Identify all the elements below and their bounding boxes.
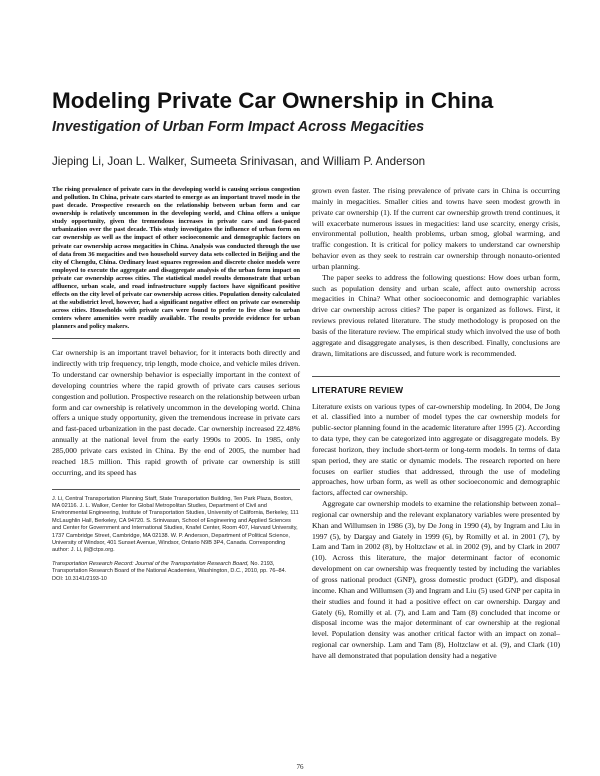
left-column: [52, 186, 300, 583]
intro-continued-paragraph: grown even faster. The rising prevalence of private cars in China is occurring mainly in megacities. Smaller cities and towns have seen modest growth in private car ownership (1). If the current car ownership growth trend continues, it will exacerbate numerous issues in megacities: land use scarcity, energy crisis, environmental pollution, health problems, urban smog, global warming, and traffic congestion. It is critical for policy makers to understand car ownership behavior even as they seek to restrain car ownership through nonauto-oriented urban planning.: [312, 186, 560, 271]
right-column: [312, 186, 560, 662]
doi: DOI: 10.3141/2193-10: [52, 575, 107, 582]
author-list: Jieping Li, Joan L. Walker, Sumeeta Srinivasan, and William P. Anderson: [52, 155, 426, 168]
author-affiliations: J. Li, Central Transportation Planning Staff, State Transportation Building, Ten Park Plaza, Boston, MA 02116. J. L. Walker, Center for Global Metropolitan Studies, Department of Civil and Environmental Engineering, Institute of Transportation Studies, University of California, Berkeley, 111 McLaughlin Hall, Berkeley, CA 94720. S. Srinivasan, School of Engineering and Applied Sciences and Center for Government and International Studies, Knafel Center, Room 407, Harvard University, 1737 Cambridge Street, Cambridge, MA 02138. W. P. Anderson, Department of Political Science, University of Windsor, 401 Sunset Avenue, Windsor, Ontario N9B 3P4, Canada. Corresponding author: J. Li, jli@ctps.org.: [52, 495, 299, 554]
journal-name: Transportation Research Record: Journal of the Transportation Research Board,: [52, 560, 249, 567]
abstract: The rising prevalence of private cars in the developing world is causing serious congestion and pollution. In China, private cars started to emerge as an important travel mode in the past decade. Prospective research on the relationship between urban form and car ownership is relatively uncommon in the developing world, and China offers a unique study opportunity, given the tremendous increases in private cars and fast-paced urbanization over the past decade. This study investigates the influence of urban form on car ownership as well as the impact of other socioeconomic and demographic factors on private car ownership across megacities in China. Analysis was conducted through the use of data from 36 megacities and two household survey data sets collected in Beijing and the city of Chengdu, China. Ordinary least squares regression and discrete choice models were employed to execute the aggregate and disaggregate analysis of the urban form impact on private car ownership across cities. The statistical model results demonstrate that urban affluence, urban scale, and road infrastructure supply factors have significant positive effects on the city level of private car ownership across cities. Population density calculated at the subdistrict level, however, had a significant negative effect on private car ownership across cities. Households with private cars were found to prefer to live close to urban centers where amenities were readily available. The results provide evidence for urban planners and policy makers.: [52, 186, 300, 331]
section-heading-literature-review: LITERATURE REVIEW: [312, 384, 404, 395]
page-number: 76: [296, 763, 304, 771]
literature-paragraph-2: Aggregate car ownership models to examine the relationship between zonal–regional car ownership and the relevant explanatory variables were presented by Khan and Willumsen in 1986 (3), by De Jong in 1990 (4), by Ingram and Liu in 1997 (5), by Dargay and Gately in 1999 (6), by Romilly et al. in 2001 (7), by Lam and Tam in 2002 (8), by Holtzclaw et al. in 2002 (9), and by Clark in 2007 (10). Across this literature, the major determinant factor of economic development on car ownership was frequently tested by including the variables of gross national product (GNP), gross domestic product (GDP), and disposal income. Khan and Willumsen (3) and Ingram and Liu (5) used GNP per capita in their studies and found it had a positive effect on car ownership. Dargay and Gately (6), Romilly et al. (7), and Lam and Tam (8) concluded that income or disposal income was the major determinant of car ownership at the regional level. Population density was another critical factor with an impact on zonal–regional car ownership. Lam and Tam (8), Holtzclaw et al. (9), and Clark (10) have all demonstrated that population density had a negative: [312, 499, 560, 660]
paper-subtitle: Investigation of Urban Form Impact Across Megacities: [52, 119, 425, 135]
paper-title: Modeling Private Car Ownership in China: [52, 88, 494, 113]
introduction-paragraph: Car ownership is an important travel behavior, for it interacts both directly and indirectly with trip frequency, trip length, mode choice, and vehicle miles driven. To understand car ownership behavior is especially important in the context of developing countries where the rapid growth of private cars causes serious congestion and pollution. Prospective research on the relationship between urban form and car ownership is relatively uncommon in the developing world. China offers a unique study opportunity, given the tremendous increase in private cars and fast-paced urbanization in the past decade. Car ownership increased 22.48% annually at the national level from the early 1990s to 2005. In 1985, only 285,000 private cars existed in China. By the end of 2005, the number had reached 18.5 million. This rapid growth of private car ownership is still occurring, and its speed has: [52, 348, 300, 477]
journal-details: No. 2193, Transportation Research Board of the National Academies, Washington, D.C., 2010, pp. 76–84.: [52, 560, 287, 575]
literature-paragraph-1: Literature exists on various types of car-ownership modeling. In 2004, De Jong et al. classified into a number of model types the car ownership models for public-sector planning found in the academic literature after 1995 (2). According to data type, they can be categorized into aggregate or disaggregate models. By forecast horizon, they include short-term or long-term models. In terms of data span period, they are static or dynamic models. The research reported on here focuses on earlier studies that addressed, through the use of modeling approaches, how urban form, as well as other socioeconomic and demographic factors, affected car ownership.: [312, 401, 560, 498]
journal-citation: [52, 561, 300, 576]
paper-questions-paragraph: The paper seeks to address the following questions: How does urban form, such as population density and urban scale, affect auto ownership across megacities in China? What other socioeconomic and demographic variables drive car ownership across cities? The paper is organized as follows. First, it reviews previous related literature. The study methodology is proposed on the basis of the literature review. The empirical study which involved the use of both aggregate and disaggregate analyses, is then described. Finally, conclusions are drawn, limitations are discussed, and future work is recommended.: [312, 272, 560, 358]
